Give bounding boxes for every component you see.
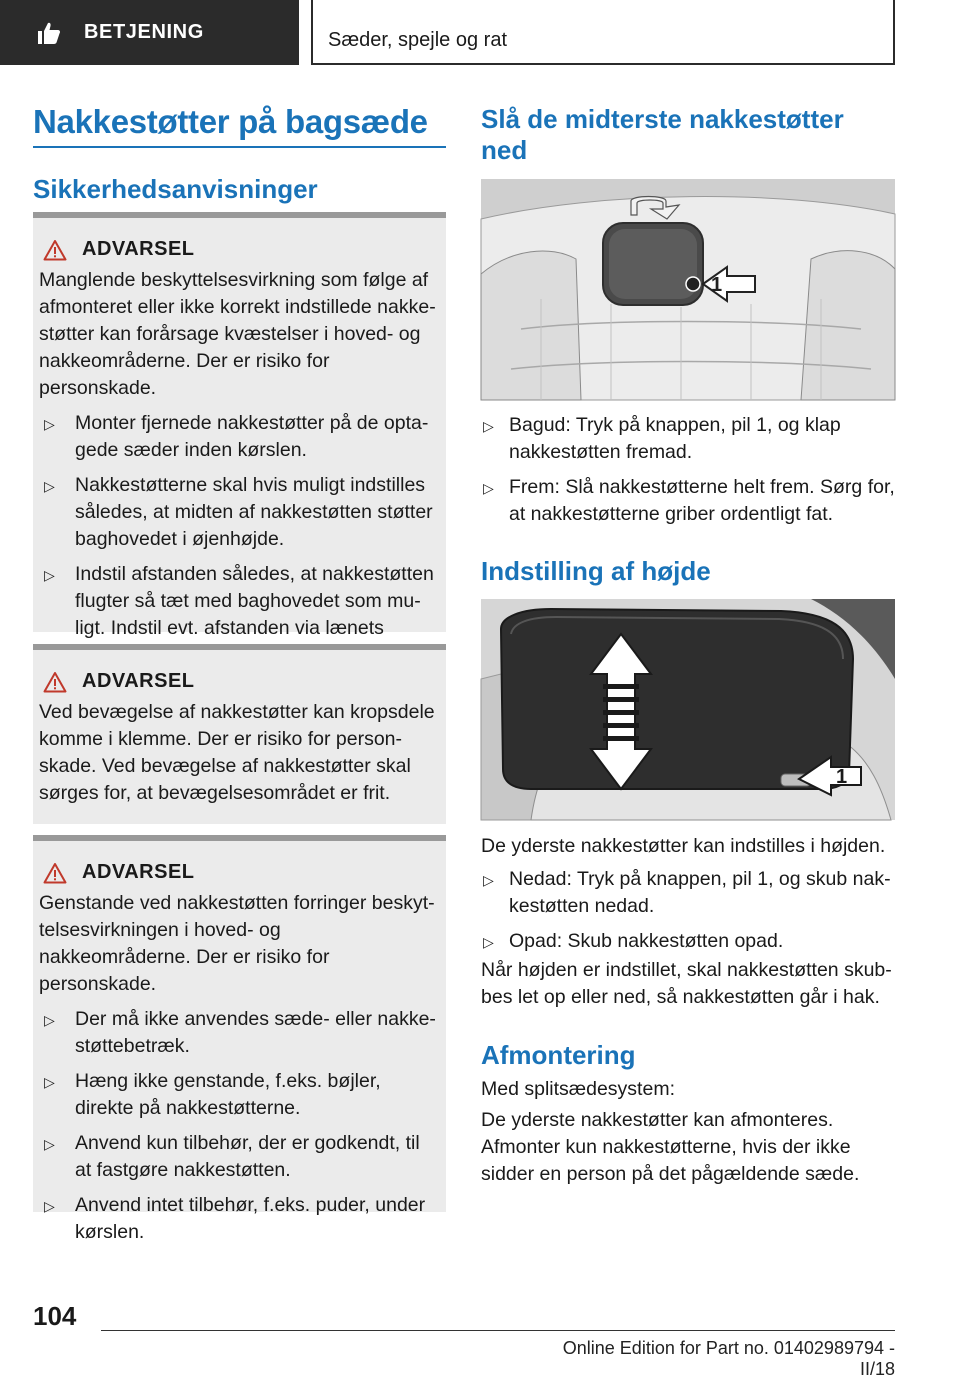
warning-box-1	[33, 212, 446, 639]
list-item: ▷ Hæng ikke genstande, f.eks. bøjler, direkte på nakkestøtterne.	[44, 1070, 381, 1119]
list-item: ▷ Nedad: Tryk på knappen, pil 1, og skub nakkestøtten nedad.	[483, 868, 891, 917]
warning-bullets	[39, 410, 436, 669]
triangle-bullet-icon: ▷	[44, 1198, 55, 1214]
height-outro: Når højden er indstillet, skal nakkestøtten skubbes let op eller ned, så nakkestøtten går i hak.	[481, 959, 892, 1008]
page-title: Nakkestøtter på bagsæde	[33, 103, 428, 140]
list-item: ▷ Nakkestøtterne skal hvis muligt indstilles således, at midten af nakkestøtten støtter baghovedet i øjenhøjde.	[44, 474, 433, 550]
list-item: ▷ Indstil afstanden således, at nakkestøtten flugter så tæt med baghovedet som muligt. Indstil evt. afstanden via lænets	[44, 563, 434, 639]
triangle-bullet-icon: ▷	[483, 418, 494, 434]
triangle-bullet-icon: ▷	[44, 1012, 55, 1028]
list-item: ▷ Anvend intet tilbehør, f.eks. puder, under kørslen.	[44, 1194, 426, 1243]
warning-text: Genstande ved nakkestøtten forringer beskyttelsesvirkningen i hoved- og nakkeområderne. Der er risiko for personskade.	[39, 892, 435, 995]
list-item: ▷ Der må ikke anvendes sæde- eller nakkestøttebetræk.	[44, 1008, 436, 1057]
callout-label: 1	[836, 766, 848, 788]
warning-text: Manglende beskyttelsesvirkning som følge af afmonteret eller ikke korrekt indstillede nakkestøtter kan forårsage kvæstelser i hoved- og nakkeområderne. Der er risiko for personskade.	[39, 269, 436, 399]
list-item: ▷ Anvend kun tilbehør, der er godkendt, til at fastgøre nakkestøtten.	[44, 1132, 420, 1181]
warning-label: ADVARSEL	[82, 238, 195, 260]
fold-instructions	[481, 412, 895, 536]
triangle-bullet-icon: ▷	[44, 478, 55, 494]
triangle-bullet-icon: ▷	[483, 934, 494, 950]
list-item: ▷ Monter fjernede nakkestøtter på de optagede sæder inden kørslen.	[44, 412, 429, 461]
list-item: ▷ Frem: Slå nakkestøtterne helt frem. Sørg for, at nakkestøtterne griber ordentligt fat.	[483, 476, 895, 525]
footer-divider	[101, 1330, 895, 1331]
callout-label: 1	[711, 274, 723, 296]
section-tab-label: BETJENING	[84, 21, 204, 43]
section-tab[interactable]	[0, 0, 299, 65]
triangle-bullet-icon: ▷	[483, 872, 494, 888]
warning-bullets	[39, 1006, 436, 1246]
warning-box-2	[33, 644, 446, 824]
height-instructions	[481, 866, 895, 963]
warning-triangle-icon	[43, 862, 67, 884]
warning-label: ADVARSEL	[82, 861, 195, 883]
chapter-title: Sæder, spejle og rat	[328, 29, 507, 51]
removal-heading: Afmontering	[481, 1040, 636, 1070]
triangle-bullet-icon: ▷	[44, 567, 55, 583]
chapter-header	[311, 0, 895, 65]
figure-fold-headrest	[481, 179, 895, 400]
list-item: ▷ Opad: Skub nakkestøtten opad.	[481, 928, 895, 955]
list-item: ▷ Bagud: Tryk på knappen, pil 1, og klap nakkestøtten fremad.	[483, 414, 841, 463]
triangle-bullet-icon: ▷	[44, 416, 55, 432]
edition-note: Online Edition for Part no. 01402989794 - II/18	[562, 1338, 895, 1379]
title-divider	[33, 146, 446, 148]
headrest-fold-illustration	[481, 179, 895, 400]
removal-text-1: Med splitsædesystem:	[481, 1078, 675, 1100]
page-number: 104	[33, 1301, 77, 1331]
figure-height-adjust	[481, 599, 895, 820]
triangle-bullet-icon: ▷	[483, 480, 494, 496]
height-intro: De yderste nakkestøtter kan indstilles i højden.	[481, 835, 886, 857]
fold-heading: Slå de midterste nakkestøtter ned	[481, 104, 844, 165]
headrest-height-illustration	[481, 599, 895, 820]
triangle-bullet-icon: ▷	[44, 1074, 55, 1090]
warning-triangle-icon	[43, 239, 67, 261]
safety-heading: Sikkerhedsanvisninger	[33, 174, 318, 204]
thumb-icon	[36, 20, 62, 46]
warning-label: ADVARSEL	[82, 670, 195, 692]
triangle-bullet-icon: ▷	[44, 1136, 55, 1152]
removal-text-2: De yderste nakkestøtter kan afmonteres. Afmonter kun nakkestøtterne, hvis der ikke sidder en person på det pågældende sæde.	[481, 1109, 860, 1185]
height-heading: Indstilling af højde	[481, 556, 711, 586]
warning-triangle-icon	[43, 671, 67, 693]
warning-text: Ved bevægelse af nakkestøtter kan kropsdele komme i klemme. Der er risiko for personskade. Ved bevægelse af nakkestøtter skal sørges for, at bevægelsesområdet er frit.	[39, 701, 435, 804]
warning-box-3	[33, 835, 446, 1243]
